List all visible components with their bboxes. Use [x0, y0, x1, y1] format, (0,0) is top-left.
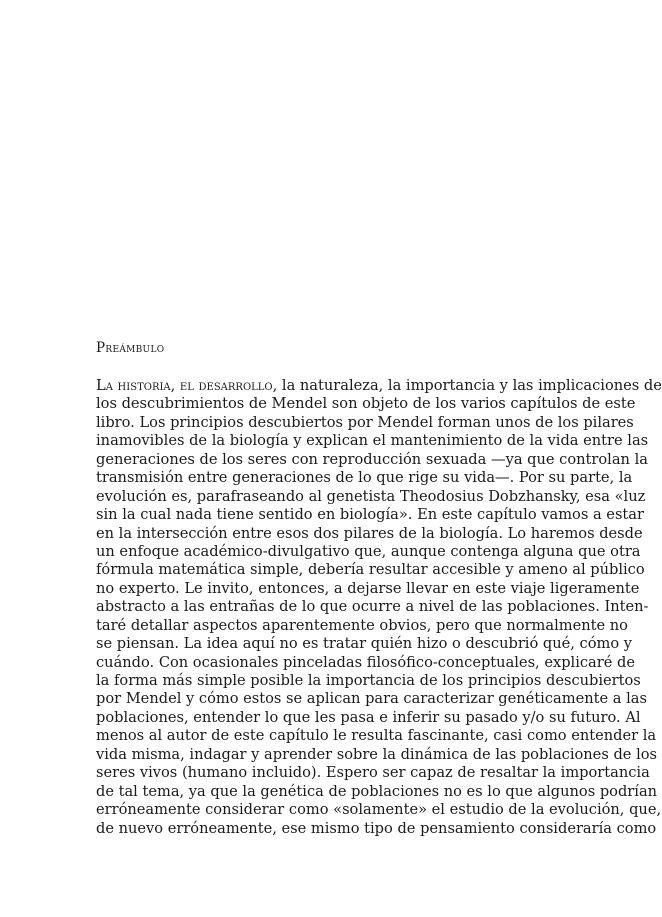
text-line: fórmula matemática simple, debería resultar accesible y ameno al público	[96, 561, 645, 579]
text-line: transmisión entre generaciones de lo que rige su vida—. Por su parte, la	[96, 469, 633, 487]
text-line: libro. Los principios descubiertos por Mendel forman unos de los pilares	[96, 413, 634, 431]
text-line: taré detallar aspectos aparentemente obvios, pero que normalmente no	[96, 616, 628, 634]
text-line: vida misma, indagar y aprender sobre la dinámica de las poblaciones de los	[96, 745, 658, 763]
text-line-content: la naturaleza, la importancia y las implicaciones de	[277, 377, 662, 394]
lead-small-caps: La historia, el desarrollo,	[96, 377, 278, 394]
text-line: evolución es, parafraseando al genetista Theodosius Dobzhansky, esa «luz	[96, 487, 646, 505]
text-line: los descubrimientos de Mendel son objeto de los varios capítulos de este	[96, 395, 636, 413]
text-line: se piensan. La idea aquí no es tratar quién hizo o descubrió qué, cómo y	[96, 635, 633, 653]
text-line: seres vivos (humano incluido). Espero ser capaz de resaltar la importancia	[96, 764, 650, 782]
text-line: cuándo. Con ocasionales pinceladas filosófico-conceptuales, explicaré de	[96, 653, 635, 671]
text-line: sin la cual nada tiene sentido en biología». En este capítulo vamos a estar	[96, 506, 644, 524]
text-line	[96, 377, 662, 395]
text-line: inamovibles de la biología y explican el mantenimiento de la vida entre las	[96, 432, 649, 450]
text-line: de tal tema, ya que la genética de poblaciones no es lo que algunos podrían	[96, 782, 658, 800]
text-line: generaciones de los seres con reproducción sexuada —ya que controlan la	[96, 450, 648, 468]
text-line: no experto. Le invito, entonces, a dejarse llevar en este viaje ligeramente	[96, 579, 640, 597]
text-line: erróneamente considerar como «solamente» el estudio de la evolución, que,	[96, 801, 662, 819]
text-line: poblaciones, entender lo que les pasa e inferir su pasado y/o su futuro. Al	[96, 708, 641, 726]
text-line: un enfoque académico-divulgativo que, aunque contenga alguna que otra	[96, 542, 641, 560]
text-line: abstracto a las entrañas de lo que ocurre a nivel de las poblaciones. Inten-	[96, 598, 649, 616]
section-heading: Preámbulo	[96, 340, 165, 356]
body-paragraph	[96, 377, 662, 838]
text-line: menos al autor de este capítulo le resulta fascinante, casi como entender la	[96, 727, 657, 745]
text-line: por Mendel y cómo estos se aplican para caracterizar genéticamente a las	[96, 690, 647, 708]
text-line: en la intersección entre esos dos pilares de la biología. Lo haremos desde	[96, 524, 643, 542]
text-line: de nuevo erróneamente, ese mismo tipo de pensamiento consideraría como	[96, 819, 657, 837]
text-line: la forma más simple posible la importancia de los principios descubiertos	[96, 672, 641, 689]
